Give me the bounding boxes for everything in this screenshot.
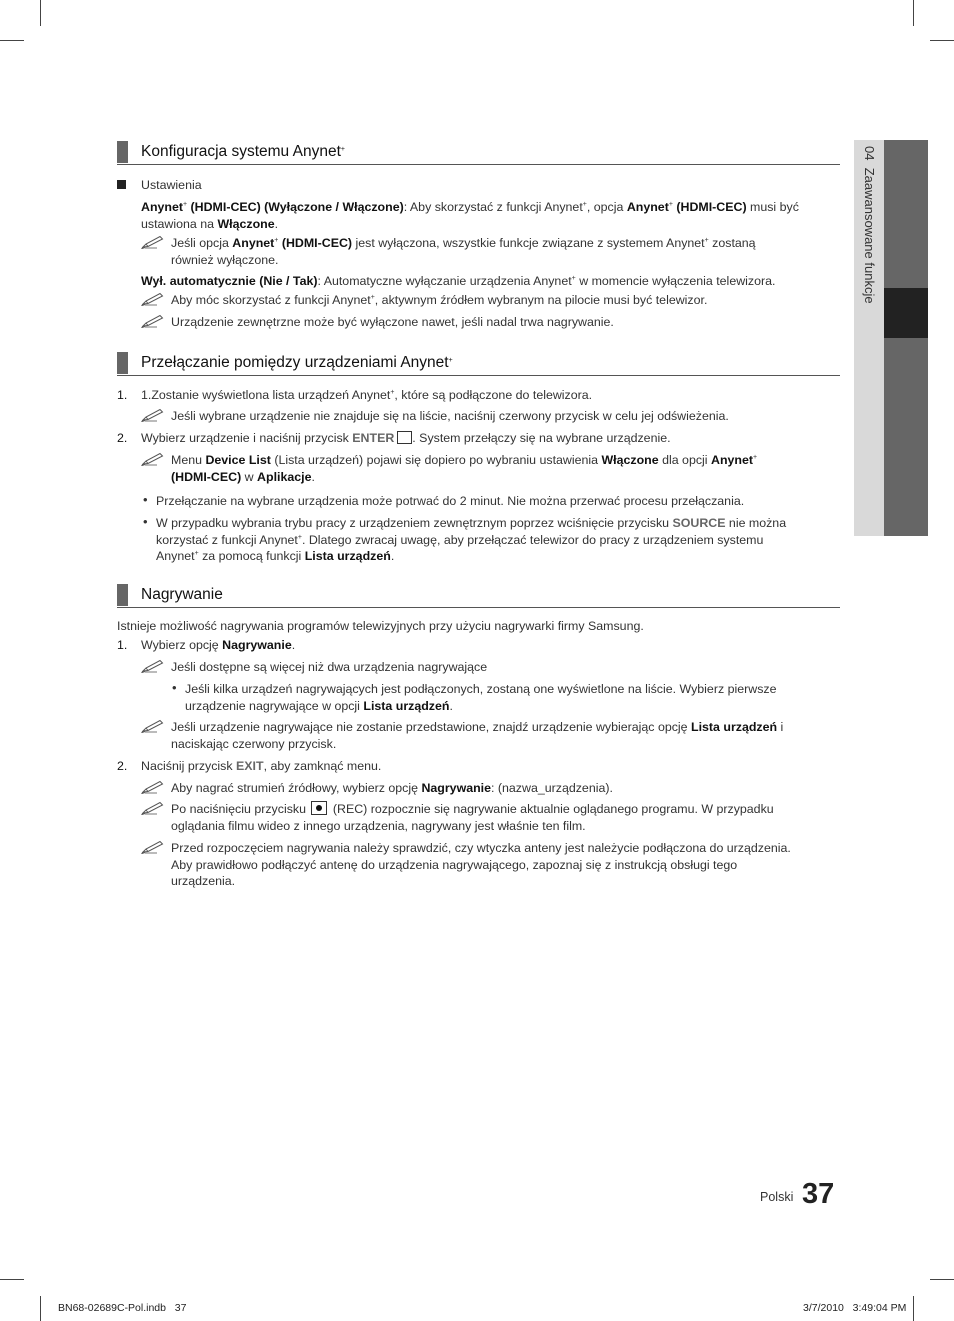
note-icon: [141, 780, 165, 794]
step-exit: Naciśnij przycisk EXIT, aby zamknąć menu.: [141, 759, 382, 773]
note-recorder-not-shown: Jeśli urządzenie nagrywające nie zostanie przedstawione, znajdź urządzenie wybierając opcję Lista urządzeń i naciskając czerwony przycisk.: [171, 720, 784, 751]
square-bullet: [117, 180, 126, 189]
heading-text: Nagrywanie: [141, 586, 223, 603]
heading-text: Przełączanie pomiędzy urządzeniami Anynet+: [141, 354, 453, 371]
section-heading-anynet-config: [117, 141, 840, 165]
paragraph-auto-off: Wył. automatycznie (Nie / Tak): Automatyczne wyłączanie urządzenia Anynet+ w momencie wyłączenia telewizora.: [141, 274, 776, 288]
step-number: 2.: [117, 759, 128, 773]
step-select-device: Wybierz urządzenie i naciśnij przycisk ENTER . System przełączy się na wybrane urządzenie.: [141, 431, 671, 445]
crop-mark: [0, 1279, 24, 1280]
note-icon: [141, 314, 165, 328]
note-refresh-list: Jeśli wybrane urządzenie nie znajduje się na liście, naciśnij czerwony przycisk w celu jej odświeżenia.: [171, 409, 729, 423]
step-select-recording: Wybierz opcję Nagrywanie.: [141, 638, 296, 652]
note-icon: [141, 840, 165, 854]
bullet-source-mode: W przypadku wybrania trybu pracy z urządzeniem zewnętrznym poprzez wciśnięcie przycisku SOURCE nie można korzystać z funkcji Anynet+. Dlatego zwracaj uwagę, aby przełączać telewizor do pracy z urządzeniem systemu Anynet+ za pomocą funkcji Lista urządzeń.: [156, 516, 787, 563]
recording-intro: Istnieje możliwość nagrywania programów telewizyjnych przy użyciu nagrywarki firmy Samsung.: [117, 619, 644, 633]
bullet-recorder-list: Jeśli kilka urządzeń nagrywających jest podłączonych, zostaną one wyświetlone na liście. Wybierz pierwsze urządzenie nagrywające w opcji Lista urządzeń.: [185, 682, 777, 713]
step-number: 1.: [117, 638, 128, 652]
note-icon: [141, 452, 165, 466]
note-rec-button: Po naciśnięciu przycisku (REC) rozpocznie się nagrywanie aktualnie oglądanego programu. W przypadku oglądania filmu wideo z innego urządzenia, nagrywany jest właśnie ten film.: [171, 802, 774, 833]
crop-mark: [0, 40, 24, 41]
crop-mark: [40, 1296, 41, 1321]
note-icon: [141, 719, 165, 733]
bullet-dot: •: [143, 492, 148, 507]
bullet-dot: •: [143, 514, 148, 529]
note-icon: [141, 292, 165, 306]
footer-timestamp: 3/7/2010 3:49:04 PM: [803, 1302, 907, 1314]
side-tab-dark: [884, 140, 928, 536]
side-chapter-title: [862, 146, 877, 304]
note-antenna-check: Przed rozpoczęciem nagrywania należy sprawdzić, czy wtyczka anteny jest należycie podłączona do urządzenia. Aby prawidłowo podłączyć antenę do urządzenia nagrywającego, zapoznaj się z instrukcją obsługi tego urządzenia.: [171, 841, 791, 888]
crop-mark: [40, 0, 41, 26]
crop-mark: [930, 40, 954, 41]
note-icon: [141, 659, 165, 673]
heading-bar: [117, 584, 128, 606]
bullet-dot: •: [172, 680, 177, 695]
note-icon: [141, 801, 165, 815]
section-heading-recording: [117, 584, 840, 608]
step-number: 2.: [117, 431, 128, 445]
paragraph-anynet-hdmi: Anynet+ (HDMI-CEC) (Wyłączone / Włączone): Aby skorzystać z funkcji Anynet+, opcja Anynet+ (HDMI-CEC) musi być ustawiona na Włączone.: [141, 200, 799, 231]
heading-bar: [117, 352, 128, 374]
chapter-number: 04: [862, 146, 877, 161]
note-record-source: Aby nagrać strumień źródłowy, wybierz opcję Nagrywanie: (nazwa_urządzenia).: [171, 781, 613, 795]
chapter-title: Zaawansowane funkcje: [862, 167, 877, 304]
heading-text: Konfiguracja systemu Anynet+: [141, 143, 345, 160]
footer-language: Polski: [760, 1190, 794, 1204]
step-number: 1.: [117, 388, 128, 402]
note-device-list-menu: Menu Device List (Lista urządzeń) pojawi się dopiero po wybraniu ustawienia Włączone dla opcji Anynet+ (HDMI-CEC) w Aplikacje.: [171, 453, 758, 484]
crop-mark: [913, 1296, 914, 1321]
footer-file: BN68-02689C-Pol.indb 37: [58, 1302, 187, 1314]
step-device-list: 1.Zostanie wyświetlona lista urządzeń Anynet+, które są podłączone do telewizora.: [141, 388, 593, 402]
crop-mark: [930, 1279, 954, 1280]
note-device-off: Urządzenie zewnętrzne może być wyłączone nawet, jeśli nadal trwa nagrywanie.: [171, 315, 614, 329]
section-heading-switching: [117, 352, 840, 376]
note-icon: [141, 235, 165, 249]
heading-bar: [117, 141, 128, 163]
side-tab-marker: [884, 288, 928, 338]
note-active-source: Aby móc skorzystać z funkcji Anynet+, aktywnym źródłem wybranym na pilocie musi być telewizor.: [171, 293, 708, 307]
note-icon: [141, 408, 165, 422]
note-anynet-off: Jeśli opcja Anynet+ (HDMI-CEC) jest wyłączona, wszystkie funkcje związane z systemem Anynet+ zostaną również wyłączone.: [171, 236, 756, 267]
item-label-settings: Ustawienia: [141, 178, 202, 192]
enter-icon: [397, 431, 412, 444]
crop-mark: [913, 0, 914, 26]
rec-button-icon: [311, 801, 327, 815]
bullet-switch-time: Przełączanie na wybrane urządzenia może potrwać do 2 minut. Nie można przerwać procesu przełączania.: [156, 494, 745, 508]
note-multiple-recorders: Jeśli dostępne są więcej niż dwa urządzenia nagrywające: [171, 660, 488, 674]
page-number: 37: [802, 1178, 835, 1210]
